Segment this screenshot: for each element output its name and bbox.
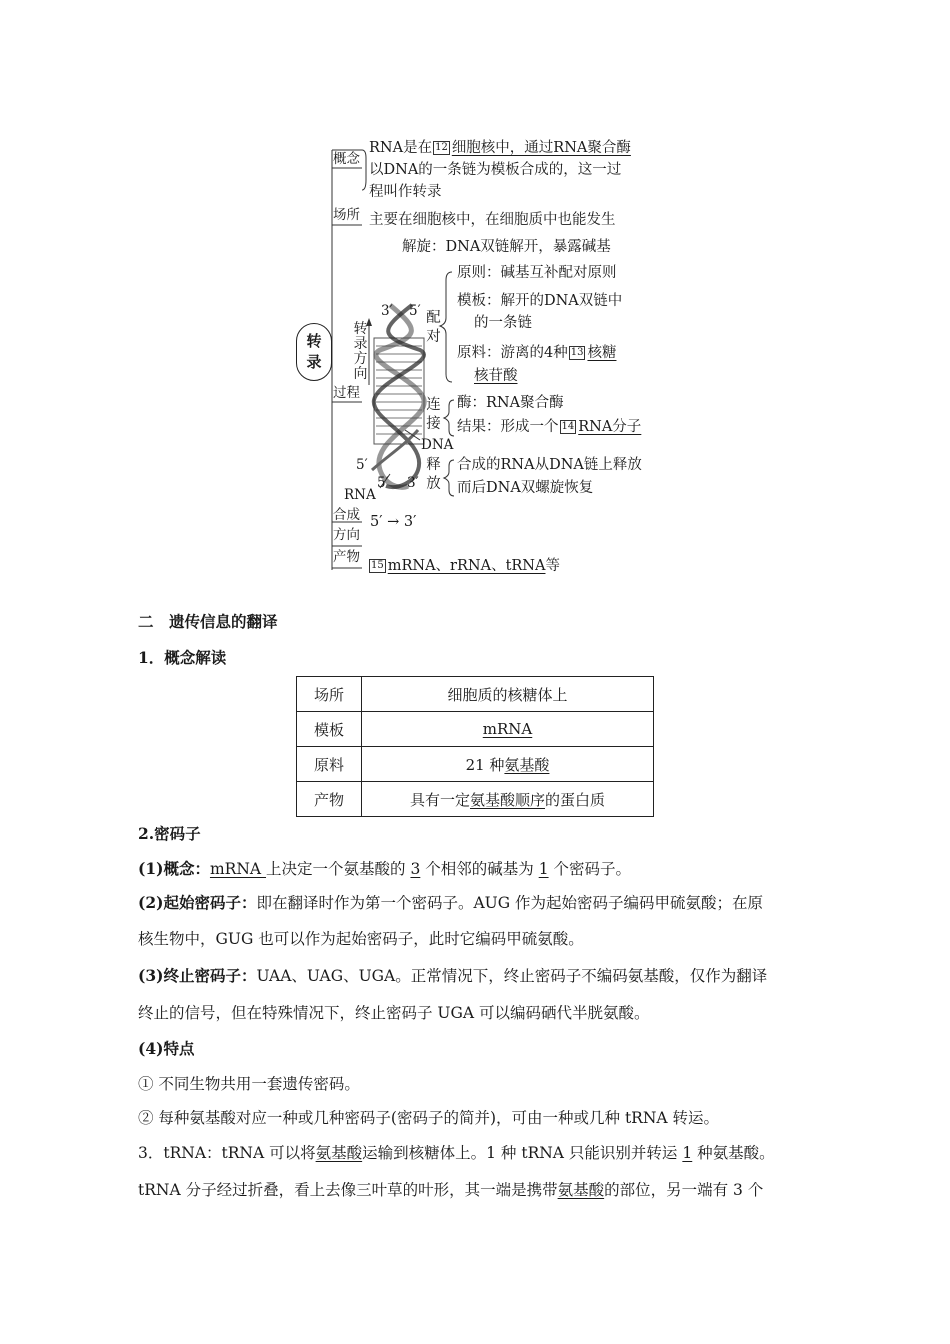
translation-table	[296, 676, 654, 817]
rna-label: RNA	[344, 487, 376, 503]
branch-label-process: 过程	[333, 385, 360, 401]
blank-number-14: 14	[561, 421, 575, 432]
unwind-text: 解旋：DNA双链解开，暴露碱基	[402, 239, 611, 255]
branch-label-concept: 概念	[333, 151, 360, 167]
pair-material-1: 原料：游离的4种 13 核糖	[457, 345, 617, 361]
table-key: 产物	[297, 782, 362, 817]
branch-label-site: 场所	[333, 207, 360, 223]
feature-item-1: ① 不同生物共用一套遗传密码。	[138, 1075, 360, 1093]
release-line-2: 而后DNA双螺旋恢复	[457, 480, 594, 496]
prime-3-top: 3′	[381, 303, 393, 319]
stop-codon-line-2: 终止的信号，但在特殊情况下，终止密码子 UGA 可以编码硒代半胱氨酸。	[138, 1004, 650, 1022]
product-text: 15 mRNA、rRNA、tRNA等	[371, 558, 560, 574]
subheading-codon: 2.密码子	[138, 824, 201, 843]
section-heading: 二 遗传信息的翻译	[138, 612, 278, 631]
root-node-transcription	[296, 323, 332, 381]
blank-number-15: 15	[371, 560, 384, 571]
table-row	[297, 712, 654, 747]
subheading-concept: 1．概念解读	[138, 648, 227, 667]
trna-line-1: 3．tRNA：tRNA 可以将氨基酸运输到核糖体上。1 种 tRNA 只能识别并转运 1 种氨基酸。	[138, 1144, 775, 1162]
table-key: 原料	[297, 747, 362, 782]
table-row	[297, 677, 654, 712]
table-key: 模板	[297, 712, 362, 747]
table-key: 场所	[297, 677, 362, 712]
prime-5-top: 5′	[409, 303, 421, 319]
table-value: 具有一定氨基酸顺序的蛋白质	[362, 782, 654, 817]
table-row	[297, 747, 654, 782]
pair-label: 配对	[426, 310, 441, 345]
site-text: 主要在细胞核中，在细胞质中也能发生	[369, 212, 616, 228]
table-value: 细胞质的核糖体上	[362, 677, 654, 712]
trna-line-2: tRNA 分子经过折叠，看上去像三叶草的叶形，其一端是携带氨基酸的部位，另一端有 3 个	[138, 1181, 764, 1199]
blank-number-12: 12	[435, 142, 448, 153]
stop-codon-line-1: (3)终止密码子：UAA、UAG、UGA。正常情况下，终止密码子不编码氨基酸，仅作为翻译	[138, 966, 768, 985]
branch-label-direction-1: 合成	[333, 507, 360, 523]
connect-result: 结果：形成一个 14 RNA分子	[457, 419, 642, 435]
pair-template-2: 的一条链	[474, 315, 532, 331]
concept-line-3: 程叫作转录	[369, 184, 442, 200]
transcription-concept-map	[0, 0, 950, 600]
branch-label-product: 产物	[333, 549, 360, 565]
start-codon-line-1: (2)起始密码子：即在翻译时作为第一个密码子。AUG 作为起始密码子编码甲硫氨酸；在原	[138, 893, 764, 912]
prime-5-bottom: 5′	[377, 475, 389, 491]
pair-template-1: 模板：解开的DNA双链中	[457, 293, 623, 309]
pair-principle: 原则：碱基互补配对原则	[457, 265, 617, 281]
release-line-1: 合成的RNA从DNA链上释放	[457, 457, 642, 473]
table-value: 21 种氨基酸	[362, 747, 654, 782]
branch-label-direction-2: 方向	[333, 527, 360, 543]
table-row	[297, 782, 654, 817]
concept-line-1: RNA是在 12 细胞核中，通过RNA聚合酶	[369, 140, 631, 156]
transcribe-direction-label: 转录方向	[353, 321, 368, 382]
prime-5-left: 5′	[356, 457, 368, 473]
table-value: mRNA	[362, 712, 654, 747]
concept-line-2: 以DNA的一条链为模板合成的，这一过	[369, 162, 622, 178]
start-codon-line-2: 核生物中，GUG 也可以作为起始密码子，此时它编码甲硫氨酸。	[138, 930, 584, 948]
dna-label: DNA	[421, 437, 454, 453]
codon-concept: (1)概念：mRNA 上决定一个氨基酸的 3 个相邻的碱基为 1 个密码子。	[138, 859, 631, 878]
connect-label: 连接	[426, 397, 441, 432]
pair-material-2: 核苷酸	[474, 368, 518, 384]
direction-text: 5′ → 3′	[370, 514, 417, 530]
feature-item-2: ② 每种氨基酸对应一种或几种密码子(密码子的简并)，可由一种或几种 tRNA 转运。	[138, 1109, 720, 1127]
connect-enzyme: 酶：RNA聚合酶	[457, 395, 564, 411]
prime-3-bottom: 3′	[407, 475, 419, 491]
features-heading: (4)特点	[138, 1039, 195, 1058]
release-label: 释放	[426, 457, 441, 492]
blank-number-13: 13	[570, 347, 584, 358]
root-label: 转录	[306, 332, 322, 371]
